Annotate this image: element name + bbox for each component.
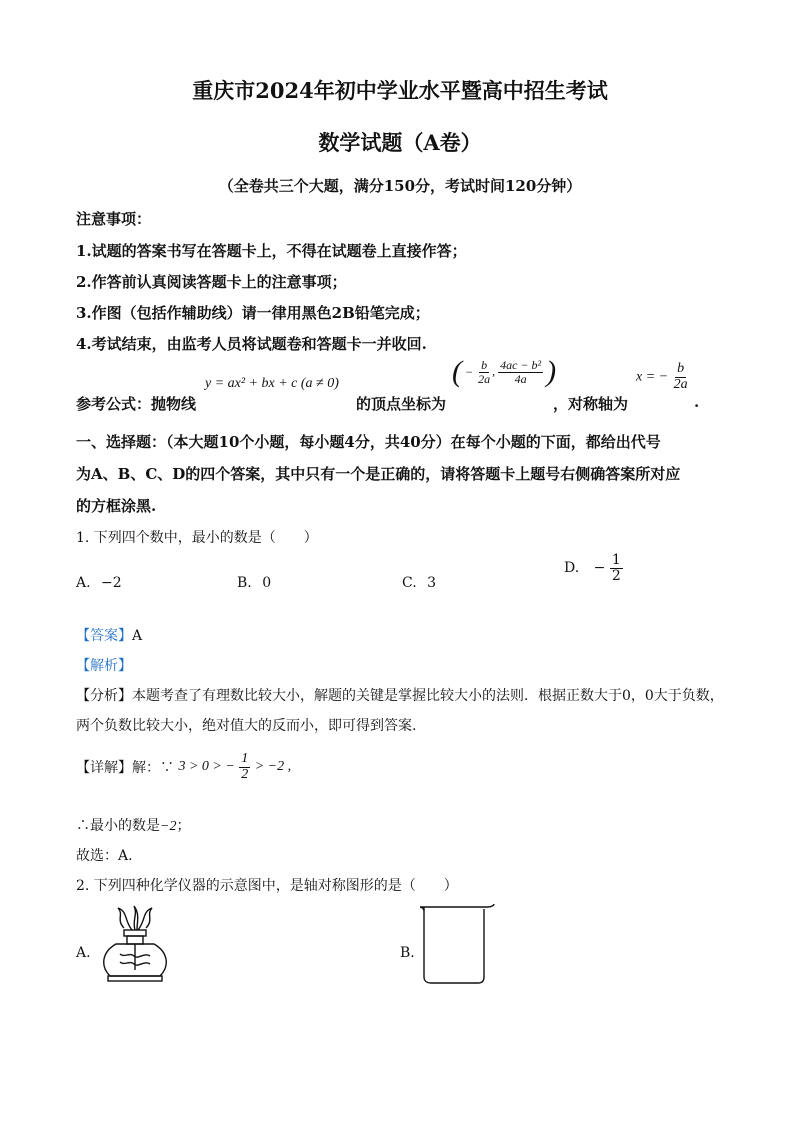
q1-option-a bbox=[76, 575, 122, 591]
notice-item-4: 4.考试结束，由监考人员将试题卷和答题卡一并收回. bbox=[76, 335, 427, 353]
detail-prefix: 【详解】解：∵ bbox=[76, 760, 174, 777]
formula-end: . bbox=[694, 393, 700, 411]
q1-option-d-label: D. bbox=[564, 560, 580, 577]
parabola-equation: y = ax² + bx + c (a ≠ 0) bbox=[205, 376, 339, 391]
detail-line bbox=[76, 752, 291, 782]
vertex-y-denominator: 4a bbox=[514, 371, 527, 386]
vertex-x-denominator: 2a bbox=[478, 371, 491, 386]
notice-item-3: 3.作图（包括作辅助线）请一律用黑色2B铅笔完成； bbox=[76, 304, 430, 322]
detail-expression-a: 3 > 0 > − bbox=[178, 759, 235, 775]
notice-item-2: 2.作答前认真阅读答题卡上的注意事项； bbox=[76, 273, 347, 291]
section1-line2: 为A、B、C、D的四个答案，其中只有一个是正确的，请将答题卡上题号右侧确答案所对应 bbox=[76, 465, 681, 483]
answer-value: A bbox=[132, 628, 143, 644]
notice-heading: 注意事项： bbox=[76, 210, 152, 228]
section1-line1: 一、选择题：（本大题10个小题，每小题4分，共40分）在每个小题的下面，都给出代号 bbox=[76, 433, 661, 451]
analysis-tag: 【解析】 bbox=[76, 658, 132, 674]
conclusion-prefix: ∴最小的数是 bbox=[76, 818, 160, 834]
q1-option-d-numerator: 1 bbox=[611, 552, 621, 568]
analysis-line-2: 两个负数比较大小，绝对值大的反而小，即可得到答案. bbox=[76, 718, 417, 734]
exam-subtitle: 数学试题（A卷） bbox=[318, 130, 482, 155]
conclusion-suffix: ； bbox=[176, 818, 191, 834]
vertex-y-numerator: 4ac − b² bbox=[500, 357, 542, 372]
detail-expression-b: > −2 , bbox=[254, 759, 292, 775]
answer-tag: 【答案】 bbox=[76, 628, 132, 644]
axis-denominator: 2a bbox=[673, 376, 688, 392]
q1-option-b-value: 0 bbox=[262, 575, 272, 591]
q1-option-d-sign: − bbox=[593, 560, 606, 577]
q1-option-c-label: C. bbox=[402, 575, 417, 591]
alcohol-lamp-icon bbox=[94, 902, 178, 986]
q1-option-b bbox=[237, 575, 271, 591]
q1-option-c-value: 3 bbox=[427, 575, 437, 591]
q1-stem: 1. 下列四个数中，最小的数是（ ） bbox=[76, 530, 318, 546]
q1-option-a-value: −2 bbox=[101, 575, 122, 591]
q1-answer bbox=[76, 625, 142, 645]
q2-option-a-label: A. bbox=[76, 945, 91, 961]
choice-line: 故选：A. bbox=[76, 848, 133, 864]
q2-stem: 2. 下列四种化学仪器的示意图中，是轴对称图形的是（ ） bbox=[76, 878, 458, 894]
analysis-line-1: 【分析】本题考查了有理数比较大小，解题的关键是掌握比较大小的法则．根据正数大于0，0大于负数， bbox=[76, 688, 724, 704]
detail-numerator: 1 bbox=[241, 751, 249, 766]
q1-option-b-label: B. bbox=[237, 575, 252, 591]
q1-option-c bbox=[402, 575, 436, 591]
axis-equation bbox=[636, 362, 690, 392]
formula-vertex-text: 的顶点坐标为 bbox=[356, 395, 447, 413]
exam-title: 重庆市2024年初中学业水平暨高中招生考试 bbox=[192, 78, 608, 103]
conclusion-value: −2 bbox=[160, 819, 177, 834]
notice-item-1: 1.试题的答案书写在答题卡上，不得在试题卷上直接作答； bbox=[76, 242, 467, 260]
vertex-x-numerator: b bbox=[481, 357, 488, 372]
axis-numerator: b bbox=[677, 361, 685, 376]
section1-line3: 的方框涂黑. bbox=[76, 497, 157, 515]
exam-info: （全卷共三个大题，满分150分，考试时间120分钟） bbox=[218, 177, 582, 195]
q1-option-d bbox=[564, 553, 623, 583]
q1-option-a-label: A. bbox=[76, 575, 91, 591]
beaker-icon bbox=[418, 903, 496, 985]
detail-denominator: 2 bbox=[241, 766, 249, 782]
q2-option-b-label: B. bbox=[400, 945, 415, 961]
vertex-coordinates: ( − $\frac{b}{2a}$ , $\frac{\text{4ac − b²}}{4a}$ ) bbox=[452, 355, 557, 388]
conclusion-line bbox=[76, 815, 190, 835]
axis-lhs: x = − bbox=[636, 369, 669, 385]
formula-axis-label: ，对称轴为 bbox=[553, 395, 629, 413]
formula-label: 参考公式：抛物线 bbox=[76, 395, 197, 413]
q1-option-d-denominator: 2 bbox=[611, 567, 621, 584]
